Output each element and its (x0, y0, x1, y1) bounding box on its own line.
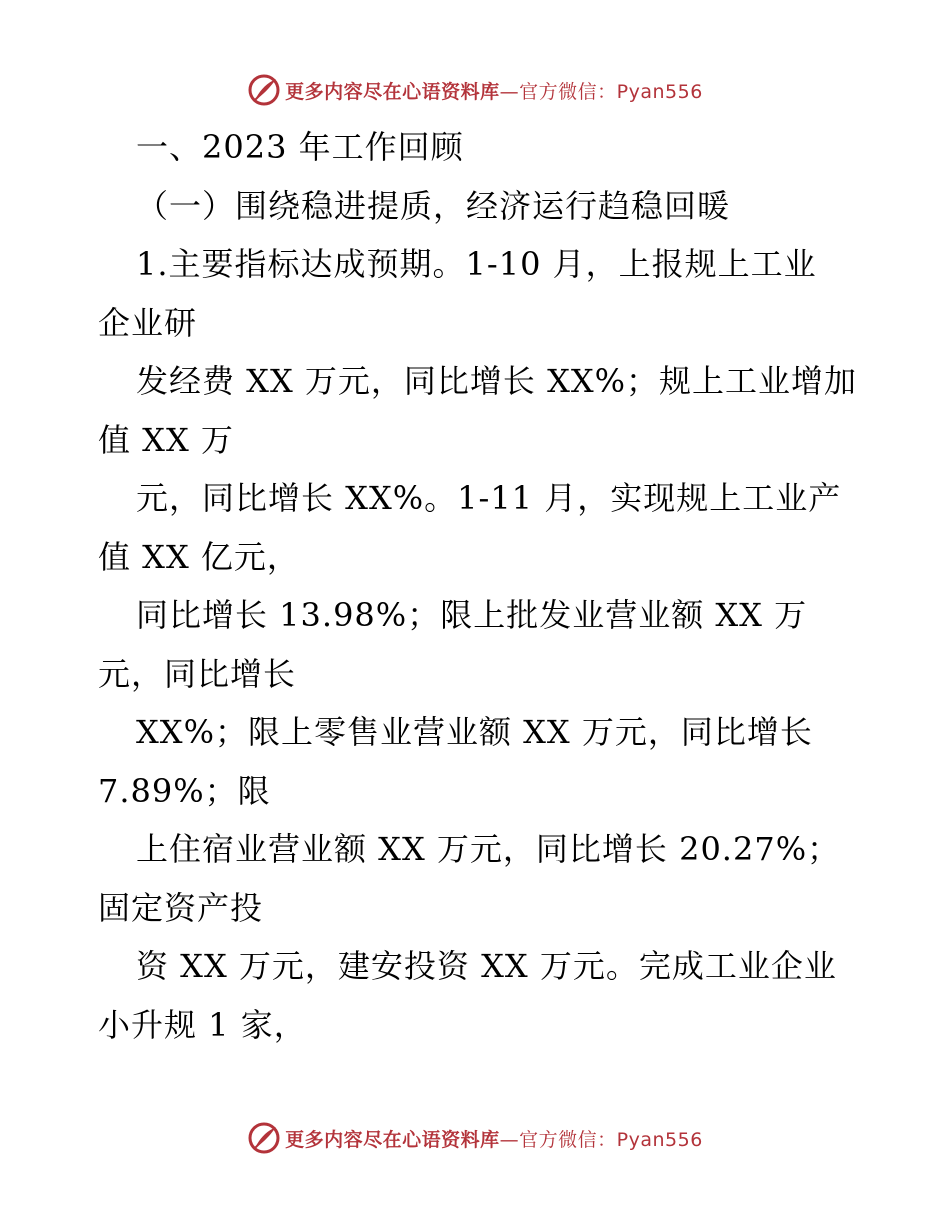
paragraph-line: 资 XX 万元，建安投资 XX 万元。完成工业企业 (136, 947, 837, 985)
watermark-wechat: 官方微信：Pyan556 (519, 1128, 703, 1151)
paragraph-line: 值 XX 亿元， (98, 537, 300, 576)
paragraph-line: 发经费 XX 万元，同比增长 XX%；规上工业增加 (136, 362, 858, 400)
paragraph-line: 1.主要指标达成预期。1-10 月，上报规上工业 (136, 245, 817, 283)
document-body (98, 118, 858, 1054)
watermark-header (0, 70, 950, 110)
paragraph-line: 企业研 (98, 303, 198, 342)
paragraph-line: 值 XX 万 (98, 420, 234, 459)
paragraph-line: 元，同比增长 XX%。1-11 月，实现规上工业产 (136, 479, 842, 517)
watermark-text (285, 1125, 703, 1152)
subsection-heading: （一）围绕稳进提质，经济运行趋稳回暖 (136, 186, 731, 225)
paragraph-line: 固定资产投 (98, 888, 264, 927)
section-heading: 一、2023 年工作回顾 (136, 128, 464, 166)
watermark-brand: 更多内容尽在心语资料库 (285, 80, 500, 103)
paragraph-line: XX%；限上零售业营业额 XX 万元，同比增长 (136, 713, 813, 751)
feather-quill-logo-icon (247, 1121, 281, 1155)
watermark-footer (0, 1118, 950, 1158)
watermark-dash: — (499, 80, 520, 103)
watermark-text (285, 77, 703, 104)
watermark-wechat: 官方微信：Pyan556 (519, 80, 703, 103)
paragraph-line: 7.89%；限 (98, 771, 271, 810)
paragraph-line: 上住宿业营业额 XX 万元，同比增长 20.27%； (136, 830, 841, 868)
paragraph-line: 小升规 1 家， (98, 1005, 307, 1044)
watermark-brand: 更多内容尽在心语资料库 (285, 1128, 500, 1151)
watermark-dash: — (499, 1128, 520, 1151)
feather-quill-logo-icon (247, 73, 281, 107)
paragraph-line: 同比增长 13.98%；限上批发业营业额 XX 万 (136, 596, 808, 634)
paragraph-line: 元，同比增长 (98, 654, 297, 693)
